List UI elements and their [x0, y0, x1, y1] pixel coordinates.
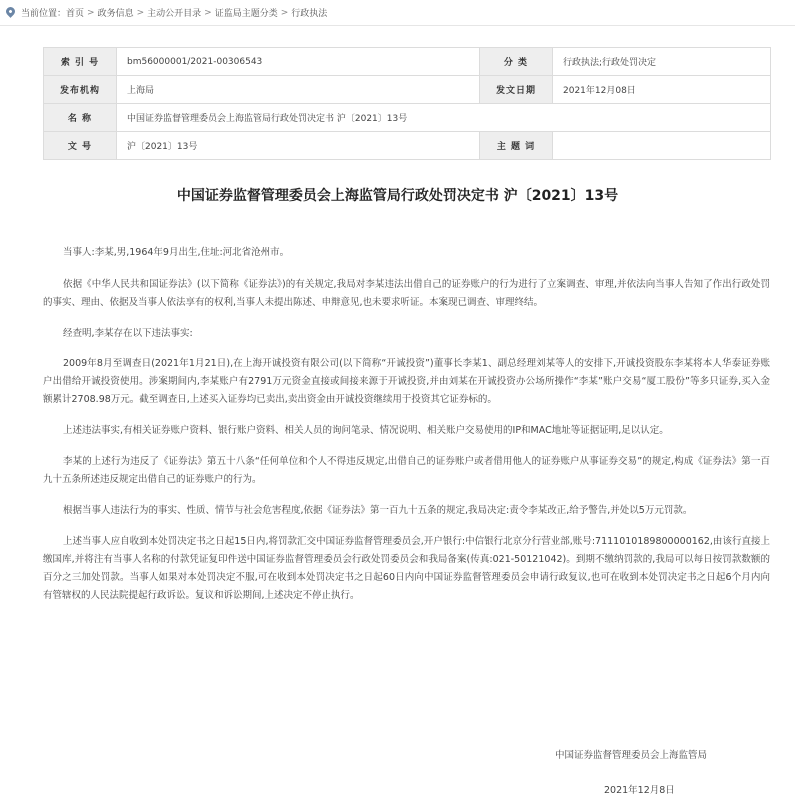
category-value: 行政执法;行政处罚决定	[553, 48, 771, 76]
body-paragraph: 李某的上述行为违反了《证券法》第五十八条“任何单位和个人不得违反规定,出借自己的证券账户或者借用他人的证券账户从事证券交易”的规定,构成《证券法》第一百九十五条所述违反规定出借自己的证券账户的行为。	[43, 456, 770, 485]
body-paragraph: 依据《中华人民共和国证券法》(以下简称《证券法》)的有关规定,我局对李某违法出借自己的证券账户的行为进行了立案调查、审理,并依法向当事人告知了作出行政处罚的事实、理由、依据及当事人依法享有的权利,当事人未提出陈述、申辩意见,也未要求听证。本案现已调查、审理终结。	[43, 279, 770, 308]
body-paragraph: 2009年8月至调查日(2021年1月21日),在上海开诚投资有限公司(以下简称“开诚投资”)董事长李某1、副总经理刘某等人的安排下,开诚投资股东李某将本人华泰证券账户出借给开诚投资使用。涉案期间内,李某账户有2791万元资金直接或间接来源于开诚投资,并由刘某在开诚投资办公场所操作“李某”账户交易“厦工股份”等多只证券,买入金额累计2708.98万元。截至调查日,上述买入证券均已卖出,卖出资金由开诚投资继续用于投资其它证券标的。	[43, 358, 770, 405]
meta-row	[44, 48, 771, 76]
breadcrumb-prefix: 当前位置：	[21, 9, 67, 19]
location-pin-icon	[4, 5, 17, 18]
breadcrumb	[0, 0, 795, 26]
docno-value: 沪〔2021〕13号	[117, 132, 480, 160]
breadcrumb-separator: >	[87, 7, 95, 18]
body-paragraph: 经查明,李某存在以下违法事实:	[63, 328, 193, 339]
body-paragraph: 上述当事人应自收到本处罚决定书之日起15日内,将罚款汇交中国证券监督管理委员会,开户银行:中信银行北京分行营业部,账号:7111010189800000162,由该行直接上缴国库,并将注有当事人名称的付款凭证复印件送中国证券监督管理委员会行政处罚委员会和我局备案(传真:021-50121042)。到期不缴纳罚款的,我局可以每日按罚款数额的百分之三加处罚款。当事人如果对本处罚决定不服,可在收到本处罚决定书之日起60日内向中国证券监督管理委员会申请行政复议,也可在收到本处罚决定书之日起6个月内向有管辖权的人民法院提起行政诉讼。复议和诉讼期间,上述决定不停止执行。	[43, 536, 770, 601]
body-paragraph: 上述违法事实,有相关证券账户资料、银行账户资料、相关人员的询问笔录、情况说明、相关账户交易使用的IP和MAC地址等证据证明,足以认定。	[63, 425, 669, 436]
name-label: 名 称	[44, 104, 117, 132]
breadcrumb-enforcement[interactable]: 行政执法	[291, 9, 328, 19]
signature-organization: 中国证券监督管理委员会上海监管局	[555, 750, 708, 761]
index-value: bm56000001/2021-00306543	[117, 48, 480, 76]
name-value: 中国证券监督管理委员会上海监管局行政处罚决定书 沪〔2021〕13号	[117, 104, 771, 132]
document-meta-table	[43, 47, 771, 160]
meta-row	[44, 76, 771, 104]
breadcrumb-topic-category[interactable]: 证监局主题分类	[214, 9, 278, 19]
issuer-value: 上海局	[117, 76, 480, 104]
subject-value	[553, 132, 771, 160]
date-value: 2021年12月08日	[553, 76, 771, 104]
body-paragraph: 当事人:李某,男,1964年9月出生,住址:河北省沧州市。	[63, 247, 290, 258]
body-paragraph: 根据当事人违法行为的事实、性质、情节与社会危害程度,依据《证券法》第一百九十五条的规定,我局决定:责令李某改正,给予警告,并处以5万元罚款。	[63, 505, 693, 516]
breadcrumb-home[interactable]: 首页	[66, 9, 85, 19]
breadcrumb-separator: >	[204, 7, 212, 18]
breadcrumb-separator: >	[136, 7, 145, 18]
breadcrumb-public-catalog[interactable]: 主动公开目录	[147, 9, 202, 19]
issuer-label: 发布机构	[44, 76, 117, 104]
subject-label: 主 题 词	[480, 132, 553, 160]
meta-row	[44, 104, 771, 132]
index-label: 索 引 号	[44, 48, 117, 76]
breadcrumb-separator: >	[280, 7, 289, 18]
document-title: 中国证券监督管理委员会上海监管局行政处罚决定书 沪〔2021〕13号	[176, 188, 619, 204]
date-label: 发文日期	[480, 76, 553, 104]
document-body	[43, 244, 770, 605]
breadcrumb-gov-info[interactable]: 政务信息	[97, 9, 134, 19]
signature-date: 2021年12月8日	[604, 785, 675, 796]
docno-label: 文 号	[44, 132, 117, 160]
category-label: 分 类	[480, 48, 553, 76]
meta-row	[44, 132, 771, 160]
